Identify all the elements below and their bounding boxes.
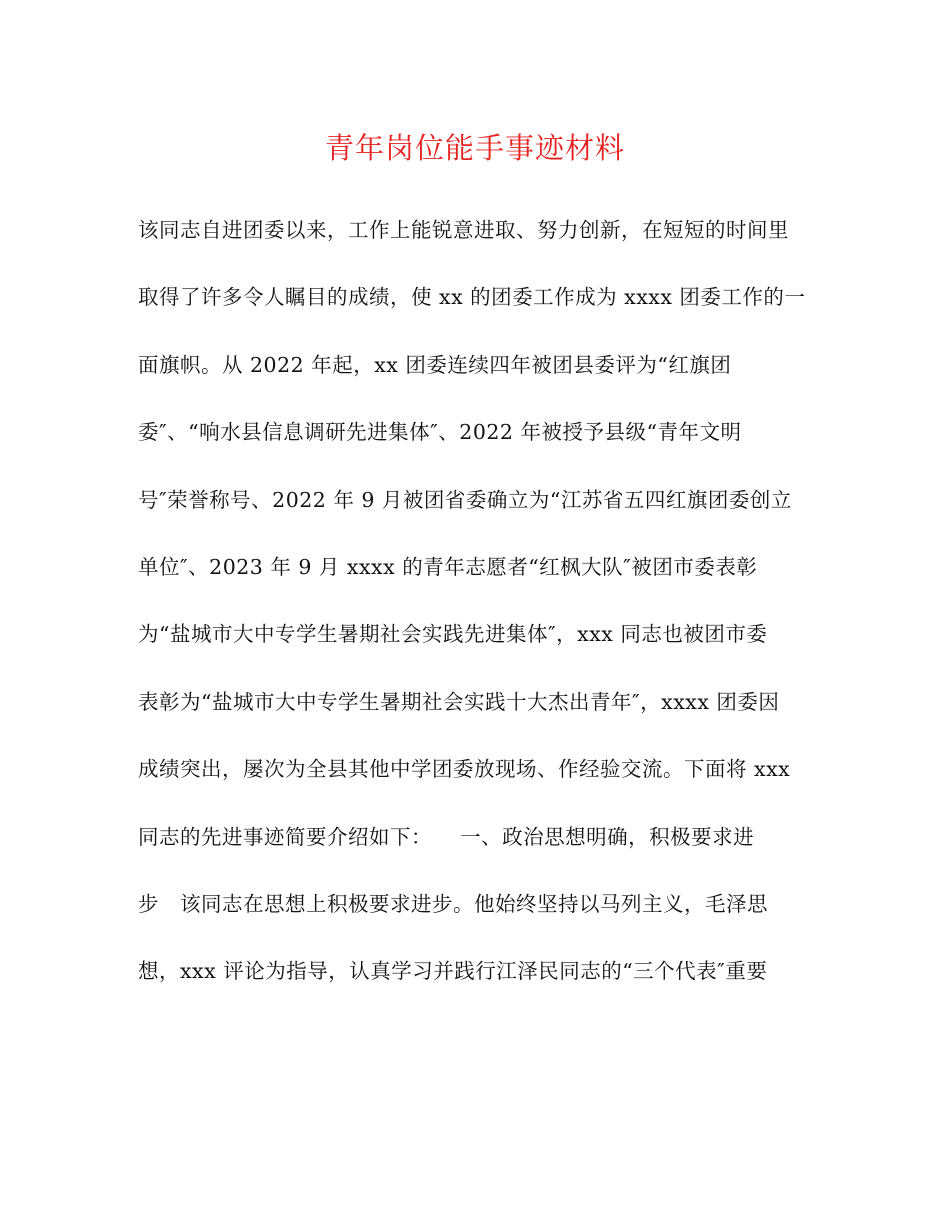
body-line-6: 单位″、2023 年 9 月 xxxx 的青年志愿者“红枫大队″被团市委表彰 bbox=[138, 554, 758, 579]
body-line-10: 同志的先进事迹简要介绍如下： 一、政治思想明确，积极要求进 bbox=[138, 824, 755, 849]
body-line-8: 表彰为“盐城市大中专学生暑期社会实践十大杰出青年″，xxxx 团委因 bbox=[138, 689, 780, 714]
body-line-3: 面旗帜。从 2022 年起，xx 团委连续四年被团县委评为“红旗团 bbox=[138, 352, 732, 377]
body-line-2: 取得了许多令人瞩目的成绩，使 xx 的团委工作成为 xxxx 团委工作的一 bbox=[138, 285, 806, 310]
body-line-5: 号″荣誉称号、2022 年 9 月被团省委确立为“江苏省五四红旗团委创立 bbox=[138, 487, 792, 512]
body-line-4: 委″、“响水县信息调研先进集体″、2022 年被授予县级“青年文明 bbox=[138, 420, 742, 445]
body-line-7: 为“盐城市大中专学生暑期社会实践先进集体″，xxx 同志也被团市委 bbox=[138, 622, 768, 647]
body-line-9: 成绩突出，屡次为全县其他中学团委放现场、作经验交流。下面将 xxx bbox=[138, 757, 791, 782]
body-line-11: 步 该同志在思想上积极要求进步。他始终坚持以马列主义，毛泽思 bbox=[138, 891, 769, 916]
body-line-12: 想，xxx 评论为指导，认真学习并践行江泽民同志的“三个代表″重要 bbox=[138, 959, 768, 984]
document-body bbox=[138, 210, 828, 1019]
body-line-1: 该同志自进团委以来，工作上能锐意进取、努力创新，在短短的时间里 bbox=[138, 218, 789, 242]
document-title: 青年岗位能手事迹材料 bbox=[324, 131, 625, 165]
